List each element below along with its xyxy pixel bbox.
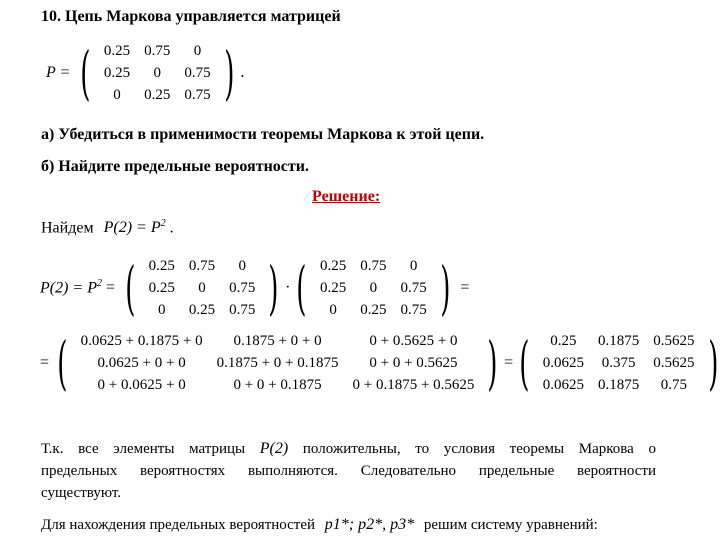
- matrix-sum: 0.0625 + 0.1875 + 0 0.1875 + 0 + 0 0 + 0.5625 + 0 0.0625 + 0 + 0 0.1875 + 0 + 0.1875 0 + 0 + 0.5625 0 + 0.0625 + 0 0 + 0 + 0.1875 0 + 0.1875 + 0.5625: [80, 333, 475, 393]
- para1-line1: Т.к. все элементы матрицы P(2) положительны, то условия теоремы Маркова о: [41, 440, 656, 457]
- p2-product-block: $P(2) = P^2$ = ( 0.25 0.75 0 0.25 0 0.75 0 0.25 0.75 ) · ( 0.25 0.75 0 0.25 0 0.75 0 0.25 0.75 ) =: [40, 254, 470, 322]
- para2: Для нахождения предельных вероятностей p1*; p2*, p3* решим систему уравнений:: [41, 516, 598, 533]
- matrix-p: 0.25 0.75 0 0.25 0 0.75 0 0.25 0.75: [103, 43, 211, 103]
- task-b: б) Найдите предельные вероятности.: [41, 158, 309, 175]
- para1-line2: предельных вероятностях выполняются. Следовательно предельные вероятности: [41, 463, 656, 479]
- task-a: а) Убедиться в применимости теоремы Маркова к этой цепи.: [41, 126, 485, 143]
- p-label: P =: [46, 64, 71, 81]
- solution-title: Решение:: [312, 188, 381, 205]
- matrix-b: 0.25 0.75 0 0.25 0 0.75 0 0.25 0.75: [320, 258, 427, 318]
- matrix-a: 0.25 0.75 0 0.25 0 0.75 0 0.25 0.75: [148, 258, 256, 318]
- find-line: Найдем $P(2) = P^2$ .: [41, 218, 174, 237]
- sum-result-block: = ( 0.0625 + 0.1875 + 0 0.1875 + 0 + 0 0 + 0.5625 + 0 0.0625 + 0 + 0 0.1875 + 0 + 0.1875 0 + 0 + 0.5625 0 + 0.0625 + 0 0 + 0 + 0.1875 0 + 0.1875 + 0.5625 ) = ( 0.25 0.1875 0.5625 0.0625 0.375 0.5625 0.0625 0.1875 0.75 ): [40, 329, 718, 397]
- matrix-result: 0.25 0.1875 0.5625 0.0625 0.375 0.5625 0.0625 0.1875 0.75: [542, 333, 695, 393]
- matrix-p-block: P = ( 0.25 0.75 0 0.25 0 0.75 0 0.25 0.75 ) .: [46, 39, 245, 107]
- p2-label: $P(2) = P^2$: [40, 278, 102, 297]
- para1-line3: существуют.: [41, 485, 122, 501]
- problem-heading: 10. Цепь Маркова управляется матрицей: [41, 8, 341, 25]
